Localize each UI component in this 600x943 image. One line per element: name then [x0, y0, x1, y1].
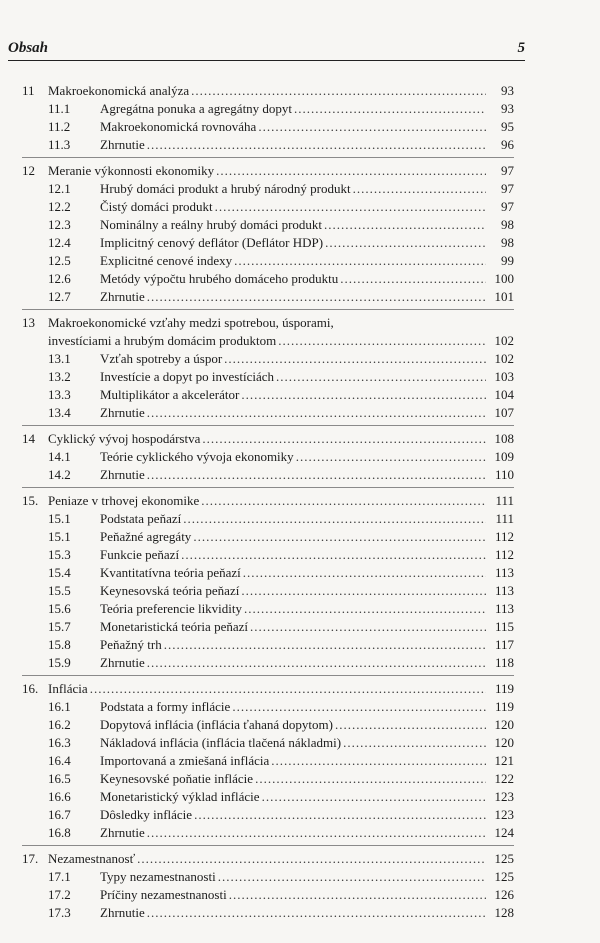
dot-leader	[250, 618, 486, 636]
toc-number: 15.6	[48, 601, 71, 616]
toc-page-number: 104	[494, 387, 514, 402]
toc-title: Dôsledky inflácie	[100, 807, 193, 822]
toc-page-number: 100	[494, 271, 514, 286]
toc-title: Hrubý domáci produkt a hrubý národný produkt	[100, 181, 351, 196]
toc-number: 12.2	[48, 199, 71, 214]
toc-section-row[interactable]	[22, 234, 514, 252]
dot-leader	[191, 82, 486, 100]
toc-number: 15.7	[48, 619, 71, 634]
toc-page-number: 115	[494, 619, 514, 634]
toc-title: Príčiny nezamestnanosti	[100, 887, 227, 902]
dot-leader	[241, 386, 486, 404]
toc-chapter	[22, 430, 514, 488]
toc-section-row[interactable]	[22, 806, 514, 824]
toc-number: 15.	[22, 493, 39, 508]
dot-leader	[229, 886, 486, 904]
toc-section-row[interactable]	[22, 510, 514, 528]
toc-page-number: 99	[501, 253, 514, 268]
toc-title: Meranie výkonnosti ekonomiky	[48, 163, 215, 178]
toc-title: Zhrnutie	[100, 289, 145, 304]
toc-section-row[interactable]	[22, 118, 514, 136]
toc-number: 16.4	[48, 753, 71, 768]
toc-title: Zhrnutie	[100, 137, 145, 152]
toc-section-row[interactable]	[22, 136, 514, 154]
toc-title: Agregátna ponuka a agregátny dopyt	[100, 101, 293, 116]
toc-chapter-row[interactable]	[22, 314, 514, 332]
dot-leader	[147, 824, 486, 842]
toc-number: 16.8	[48, 825, 71, 840]
toc-number: 16.5	[48, 771, 71, 786]
toc-title: Monetaristický výklad inflácie	[100, 789, 260, 804]
toc-page-number: 113	[494, 565, 514, 580]
toc-section-row[interactable]	[22, 770, 514, 788]
dot-leader	[325, 234, 486, 252]
toc-number: 17.2	[48, 887, 71, 902]
toc-number: 12.1	[48, 181, 71, 196]
toc-page-number: 111	[495, 511, 514, 526]
toc-page-number: 111	[495, 493, 514, 508]
toc-page-number: 121	[494, 753, 514, 768]
toc-page-number: 107	[494, 405, 514, 420]
toc-title: Vzťah spotreby a úspor	[100, 351, 223, 366]
toc-number: 16.7	[48, 807, 71, 822]
toc-page-number: 120	[494, 717, 514, 732]
dot-leader	[137, 850, 486, 868]
toc-page-number: 122	[494, 771, 514, 786]
toc-chapter	[22, 314, 514, 426]
toc-number: 13	[22, 315, 35, 330]
toc-section-row[interactable]	[22, 636, 514, 654]
toc-page-number: 98	[501, 235, 514, 250]
toc-title: investíciami a hrubým domácim produktom	[48, 333, 277, 348]
toc-title: Makroekonomická rovnováha	[100, 119, 257, 134]
toc-title: Investície a dopyt po investíciách	[100, 369, 275, 384]
toc-title: Zhrnutie	[100, 655, 145, 670]
toc-section-row[interactable]	[22, 734, 514, 752]
dot-leader	[296, 448, 486, 466]
dot-leader	[90, 680, 486, 698]
toc-section-row[interactable]	[22, 886, 514, 904]
toc-page-number: 103	[494, 369, 514, 384]
dot-leader	[201, 492, 486, 510]
dot-leader	[215, 198, 486, 216]
toc-number: 12.4	[48, 235, 71, 250]
toc-section-row[interactable]	[22, 180, 514, 198]
toc-section-row[interactable]	[22, 350, 514, 368]
toc-title: Multiplikátor a akcelerátor	[100, 387, 240, 402]
toc-title: Peniaze v trhovej ekonomike	[48, 493, 200, 508]
toc-number: 12.6	[48, 271, 71, 286]
toc-number: 11.1	[48, 101, 71, 116]
toc-section-row[interactable]	[22, 654, 514, 672]
toc-title: Nezamestnanosť	[48, 851, 136, 866]
toc-title: Podstata a formy inflácie	[100, 699, 231, 714]
dot-leader	[234, 252, 486, 270]
toc-number: 14.2	[48, 467, 71, 482]
toc-number: 13.4	[48, 405, 71, 420]
toc-number: 14	[22, 431, 35, 446]
dot-leader	[164, 636, 486, 654]
toc-number: 12	[22, 163, 35, 178]
dot-leader	[216, 162, 486, 180]
header-page-number: 5	[517, 40, 525, 56]
page-header	[8, 38, 525, 61]
toc-title: Zhrnutie	[100, 825, 145, 840]
toc-section-row[interactable]	[22, 404, 514, 422]
dot-leader	[194, 806, 486, 824]
toc-page-number: 123	[494, 789, 514, 804]
toc-section-row[interactable]	[22, 868, 514, 886]
dot-leader	[224, 350, 486, 368]
toc-section-row[interactable]	[22, 788, 514, 806]
header-title: Obsah	[8, 40, 49, 56]
toc-section-row[interactable]	[22, 752, 514, 770]
toc-chapter	[22, 162, 514, 310]
toc-title: Monetaristická teória peňazí	[100, 619, 248, 634]
toc-page-number: 102	[494, 333, 514, 348]
toc-title: Peňažný trh	[100, 637, 162, 652]
toc-title: Nákladová inflácia (inflácia tlačená nákladmi)	[100, 735, 342, 750]
toc-page-number: 119	[494, 681, 514, 696]
toc-title: Keynesovské poňatie inflácie	[100, 771, 254, 786]
toc-section-row[interactable]	[22, 466, 514, 484]
toc-page-number: 98	[501, 217, 514, 232]
toc-section-row[interactable]	[22, 600, 514, 618]
toc-title: Implicitný cenový deflátor (Deflátor HDP)	[100, 235, 324, 250]
toc-section-row[interactable]	[22, 288, 514, 306]
toc-number: 11	[22, 83, 35, 98]
toc-page-number: 126	[494, 887, 514, 902]
toc-title: Podstata peňazí	[100, 511, 182, 526]
toc-page-number: 97	[501, 199, 514, 214]
toc-section-row[interactable]	[22, 216, 514, 234]
toc-number: 15.1	[48, 529, 71, 544]
toc-title: Dopytová inflácia (inflácia ťahaná dopytom)	[100, 717, 333, 732]
dot-leader	[258, 118, 486, 136]
dot-leader	[271, 752, 486, 770]
toc-title: Kvantitatívna teória peňazí	[100, 565, 241, 580]
toc-chapter	[22, 680, 514, 846]
toc-chapter-row[interactable]	[22, 492, 514, 510]
toc-page-number: 93	[501, 101, 514, 116]
toc-number: 12.5	[48, 253, 71, 268]
toc-number: 13.3	[48, 387, 71, 402]
toc-title: Keynesovská teória peňazí	[100, 583, 240, 598]
toc-page-number: 123	[494, 807, 514, 822]
toc-page-number: 113	[494, 583, 514, 598]
toc-section-row[interactable]	[22, 252, 514, 270]
toc-section-row[interactable]	[22, 716, 514, 734]
toc-number: 15.4	[48, 565, 71, 580]
toc-number: 15.9	[48, 655, 71, 670]
toc-number: 16.1	[48, 699, 71, 714]
toc-number: 15.5	[48, 583, 71, 598]
toc-number: 13.2	[48, 369, 71, 384]
dot-leader	[147, 404, 486, 422]
toc-title: Zhrnutie	[100, 467, 145, 482]
dot-leader	[181, 546, 486, 564]
toc-chapter-row[interactable]	[22, 82, 514, 100]
toc-title: Teória preferencie likvidity	[100, 601, 243, 616]
dot-leader	[294, 100, 486, 118]
dot-leader	[255, 770, 486, 788]
toc-chapter-row[interactable]	[22, 850, 514, 868]
toc-number: 13.1	[48, 351, 71, 366]
dot-leader	[244, 600, 486, 618]
dot-leader	[147, 288, 486, 306]
dot-leader	[335, 716, 486, 734]
dot-leader	[218, 868, 486, 886]
toc-chapter-row[interactable]	[22, 332, 514, 350]
dot-leader	[278, 332, 486, 350]
toc-chapter	[22, 82, 514, 158]
toc-number: 17.3	[48, 905, 71, 920]
toc-page-number: 101	[494, 289, 514, 304]
dot-leader	[276, 368, 486, 386]
toc-title: Nominálny a reálny hrubý domáci produkt	[100, 217, 323, 232]
dot-leader	[202, 430, 486, 448]
dot-leader	[147, 904, 486, 922]
toc-page-number: 97	[501, 181, 514, 196]
toc-section-row[interactable]	[22, 368, 514, 386]
toc-chapter-row[interactable]	[22, 430, 514, 448]
toc-section-row[interactable]	[22, 564, 514, 582]
toc-number: 16.	[22, 681, 39, 696]
toc-section-row[interactable]	[22, 582, 514, 600]
toc-title: Inflácia	[48, 681, 88, 696]
dot-leader	[147, 136, 486, 154]
toc-number: 11.3	[48, 137, 71, 152]
toc-number: 17.	[22, 851, 39, 866]
toc-section-row[interactable]	[22, 100, 514, 118]
dot-leader	[147, 466, 486, 484]
toc-page-number: 124	[494, 825, 514, 840]
toc-section-row[interactable]	[22, 698, 514, 716]
toc-number: 11.2	[48, 119, 71, 134]
toc-page-number: 118	[494, 655, 514, 670]
dot-leader	[243, 564, 486, 582]
toc-page-number: 128	[494, 905, 514, 920]
toc-page-number: 125	[494, 869, 514, 884]
toc-title: Funkcie peňazí	[100, 547, 180, 562]
toc-page-number: 97	[501, 163, 514, 178]
toc-title: Čistý domáci produkt	[100, 199, 213, 214]
toc-number: 16.3	[48, 735, 71, 750]
toc-number: 12.3	[48, 217, 71, 232]
toc-number: 16.6	[48, 789, 71, 804]
toc-chapter-row[interactable]	[22, 680, 514, 698]
toc-page-number: 110	[494, 467, 514, 482]
toc-title: Cyklický vývoj hospodárstva	[48, 431, 201, 446]
toc-page-number: 95	[501, 119, 514, 134]
toc-chapter-row[interactable]	[22, 162, 514, 180]
toc-page-number: 96	[501, 137, 514, 152]
toc-page-number: 119	[494, 699, 514, 714]
dot-leader	[324, 216, 486, 234]
toc-page-number: 113	[494, 601, 514, 616]
toc-page-number: 112	[494, 529, 514, 544]
toc-chapter	[22, 492, 514, 676]
toc-page-number: 120	[494, 735, 514, 750]
dot-leader	[147, 654, 486, 672]
toc-page-number: 102	[494, 351, 514, 366]
toc-chapter	[22, 850, 514, 925]
toc-page-number: 117	[494, 637, 514, 652]
toc-title: Explicitné cenové indexy	[100, 253, 233, 268]
toc-number: 15.3	[48, 547, 71, 562]
toc-title: Metódy výpočtu hrubého domáceho produktu	[100, 271, 339, 286]
dot-leader	[241, 582, 486, 600]
toc-section-row[interactable]	[22, 386, 514, 404]
toc-section-row[interactable]	[22, 546, 514, 564]
toc-number: 12.7	[48, 289, 71, 304]
toc-title: Zhrnutie	[100, 405, 145, 420]
dot-leader	[232, 698, 486, 716]
toc-title: Makroekonomické vzťahy medzi spotrebou, úsporami,	[48, 315, 334, 330]
dot-leader	[340, 270, 486, 288]
toc-page-number: 108	[494, 431, 514, 446]
toc-page-number: 109	[494, 449, 514, 464]
toc-number: 15.1	[48, 511, 71, 526]
toc-number: 17.1	[48, 869, 71, 884]
toc-title: Makroekonomická analýza	[48, 83, 190, 98]
toc-number: 16.2	[48, 717, 71, 732]
dot-leader	[262, 788, 486, 806]
toc-section-row[interactable]	[22, 270, 514, 288]
toc-number: 15.8	[48, 637, 71, 652]
toc-number: 14.1	[48, 449, 71, 464]
dot-leader	[183, 510, 486, 528]
toc-section-row[interactable]	[22, 198, 514, 216]
toc-page-number: 125	[494, 851, 514, 866]
table-of-contents	[22, 82, 514, 929]
toc-page-number: 93	[501, 83, 514, 98]
dot-leader	[353, 180, 486, 198]
toc-section-row[interactable]	[22, 448, 514, 466]
toc-title: Typy nezamestnanosti	[100, 869, 216, 884]
dot-leader	[193, 528, 486, 546]
toc-title: Importovaná a zmiešaná inflácia	[100, 753, 270, 768]
toc-title: Teórie cyklického vývoja ekonomiky	[100, 449, 294, 464]
toc-section-row[interactable]	[22, 904, 514, 922]
toc-page-number: 112	[494, 547, 514, 562]
toc-title: Peňažné agregáty	[100, 529, 192, 544]
dot-leader	[343, 734, 486, 752]
toc-title: Zhrnutie	[100, 905, 145, 920]
toc-section-row[interactable]	[22, 618, 514, 636]
toc-section-row[interactable]	[22, 824, 514, 842]
toc-section-row[interactable]	[22, 528, 514, 546]
